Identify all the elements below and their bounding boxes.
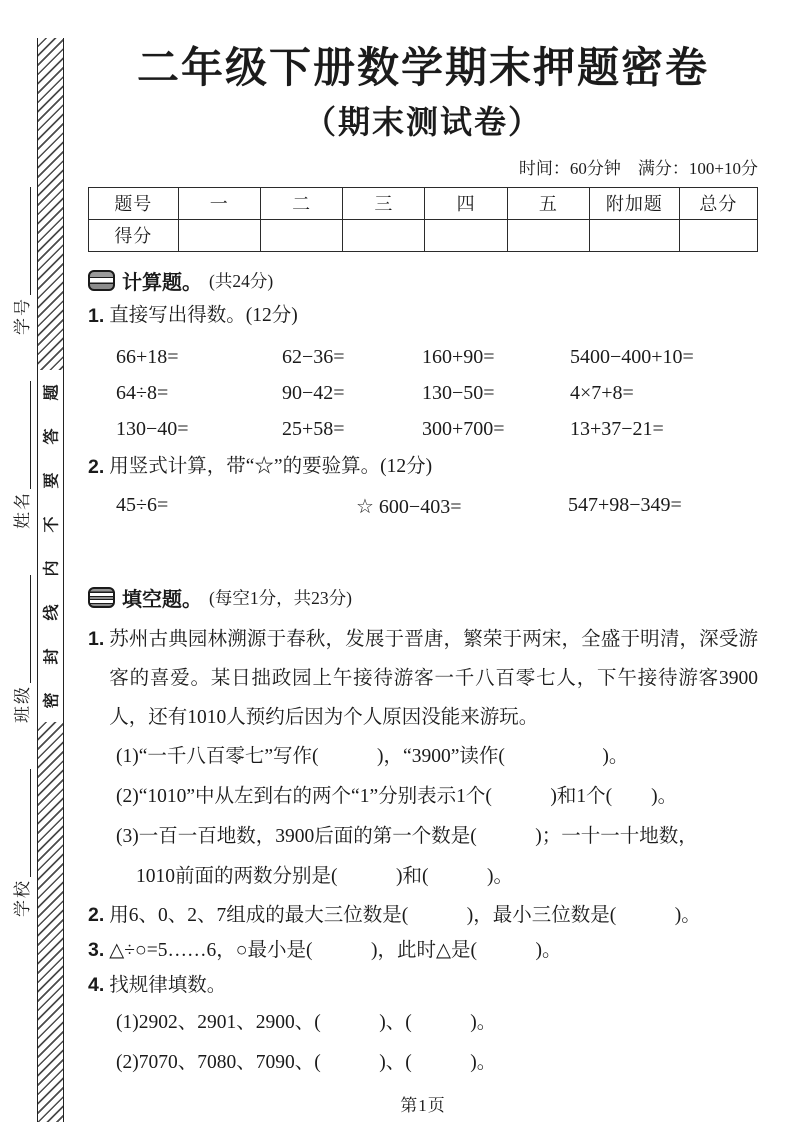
- score-header-cell: 四: [425, 187, 507, 219]
- question-number: 1.: [88, 628, 105, 651]
- score-blank-cell: [178, 219, 260, 251]
- question-text: 找规律填数。: [109, 975, 227, 997]
- question-line: [88, 969, 758, 1002]
- sub-question-line: (1)“一千八百零七”写作( )，“3900”读作( )。: [116, 746, 629, 768]
- sub-question-line: (2)“1010”中从左到右的两个“1”分别表示1个( )和1个( )。: [116, 786, 678, 808]
- seal-char: [38, 458, 63, 502]
- sub-question-line: 1010前面的两数分别是( )和( )。: [136, 866, 513, 888]
- calc-item: 547+98−349=: [568, 494, 682, 517]
- question-line: [88, 899, 758, 932]
- sub-question-line: (2)7070、7080、7090、( )、( )。: [116, 1051, 497, 1073]
- seal-char: [38, 370, 63, 414]
- field-class: [14, 575, 38, 723]
- question-number: 2.: [88, 456, 105, 479]
- calc-workspace: [88, 519, 758, 583]
- question-line: [88, 453, 758, 481]
- score-blank-cell: [590, 219, 680, 251]
- seal-char-text: 要: [43, 471, 61, 489]
- calc-item: 130−40=: [116, 418, 189, 441]
- field-label: 姓名: [13, 491, 32, 529]
- score-table: [88, 187, 758, 252]
- seal-char: [38, 502, 63, 546]
- seal-fields-strip: [2, 0, 38, 1122]
- vertical-calc-row: [116, 494, 758, 519]
- section-title: 计算题。: [122, 271, 202, 294]
- calc-item: 130−50=: [422, 382, 495, 405]
- page-number: 第1页: [400, 1095, 446, 1115]
- calc-item: 4×7+8=: [570, 382, 634, 405]
- calc-item: 160+90=: [422, 346, 495, 369]
- field-student-number: [14, 187, 38, 335]
- seal-hatch-bottom: [38, 722, 63, 1122]
- seal-char-text: 内: [43, 559, 61, 577]
- field-name: [14, 381, 38, 529]
- score-blank-cell: [343, 219, 425, 251]
- numeral-two-badge-icon: [88, 587, 115, 608]
- seal-char: [38, 678, 63, 722]
- sub-question-line: (1)2902、2901、2900、( )、( )。: [116, 1011, 497, 1033]
- exam-info: 时间：60分钟 满分：100+10分: [518, 158, 758, 178]
- question-text: 苏州古典园林溯源于春秋，发展于晋唐，繁荣于两宋，全盛于明清，深受游客的喜爱。某日拙政园上午接待游客一千八百零七人，下午接待游客3900人，还有1010人预约后因为个人原因没能来游玩。: [109, 629, 758, 729]
- numeral-one-badge-icon: [88, 270, 115, 291]
- calc-item: 45÷6=: [116, 494, 169, 517]
- calc-item: 5400−400+10=: [570, 346, 694, 369]
- field-label: 学校: [13, 879, 32, 917]
- seal-char-text: 密: [43, 691, 61, 709]
- field-school: [14, 769, 38, 917]
- seal-char: [38, 546, 63, 590]
- calc-item: 300+700=: [422, 418, 505, 441]
- section-points: (每空1分，共23分): [209, 588, 352, 609]
- seal-char: [38, 590, 63, 634]
- score-header-cell: 附加题: [590, 187, 680, 219]
- seal-char-text: 不: [43, 515, 61, 533]
- section-calculation-head: [88, 266, 758, 295]
- section-fill-blank-head: [88, 583, 758, 612]
- score-blank-cell: [507, 219, 589, 251]
- field-blank-line: [27, 187, 31, 295]
- score-header-cell: 二: [260, 187, 342, 219]
- exam-content: [88, 0, 758, 1116]
- score-header-cell: 五: [507, 187, 589, 219]
- page-title: 二年级下册数学期末押题密卷: [136, 46, 709, 92]
- question-number: 1.: [88, 304, 105, 327]
- question-line: [88, 620, 758, 737]
- question-number: 2.: [88, 904, 105, 927]
- seal-char-text: 答: [43, 427, 61, 445]
- field-blank-line: [27, 575, 31, 683]
- question-text: 用6、0、2、7组成的最大三位数是( )，最小三位数是( )。: [109, 905, 701, 927]
- field-blank-line: [27, 769, 31, 877]
- seal-char-text: 题: [43, 383, 61, 401]
- calc-item: 90−42=: [282, 382, 345, 405]
- score-blank-cell: [679, 219, 757, 251]
- section-points: (共24分): [209, 270, 274, 291]
- section-title: 填空题。: [122, 589, 202, 612]
- field-blank-line: [27, 381, 31, 489]
- score-header-cell: 总分: [679, 187, 757, 219]
- question-text: 用竖式计算，带“☆”的要验算。(12分): [109, 456, 433, 478]
- calc-item: ☆ 600−403=: [356, 496, 462, 519]
- seal-char: [38, 414, 63, 458]
- question-number: 4.: [88, 974, 105, 997]
- calc-item: 25+58=: [282, 418, 345, 441]
- calc-item: 13+37−21=: [570, 418, 664, 441]
- calc-item: 62−36=: [282, 346, 345, 369]
- score-header-cell: 三: [343, 187, 425, 219]
- calc-item: 66+18=: [116, 346, 179, 369]
- score-blank-cell: [260, 219, 342, 251]
- field-label: 学号: [13, 297, 32, 335]
- seal-char-text: 线: [43, 603, 61, 621]
- seal-line-column: [37, 38, 64, 1122]
- page-subtitle: （期末测试卷）: [303, 103, 542, 140]
- score-header-cell: 题号: [89, 187, 179, 219]
- seal-hatch-top: [38, 38, 63, 370]
- seal-char-text: 封: [43, 647, 61, 665]
- question-line: [88, 302, 758, 330]
- question-text: 直接写出得数。(12分): [109, 304, 298, 326]
- calc-item: 64÷8=: [116, 382, 169, 405]
- field-label: 班级: [13, 685, 32, 723]
- calc-grid: [116, 346, 758, 441]
- seal-char: [38, 634, 63, 678]
- score-header-cell: 一: [178, 187, 260, 219]
- question-number: 3.: [88, 939, 105, 962]
- score-blank-cell: [425, 219, 507, 251]
- question-line: [88, 934, 758, 967]
- question-text: △÷○=5……6，○最小是( )，此时△是( )。: [109, 940, 562, 962]
- sub-question-line: (3)一百一百地数，3900后面的第一个数是( )；一十一十地数，: [116, 826, 698, 848]
- score-label-cell: 得分: [89, 219, 179, 251]
